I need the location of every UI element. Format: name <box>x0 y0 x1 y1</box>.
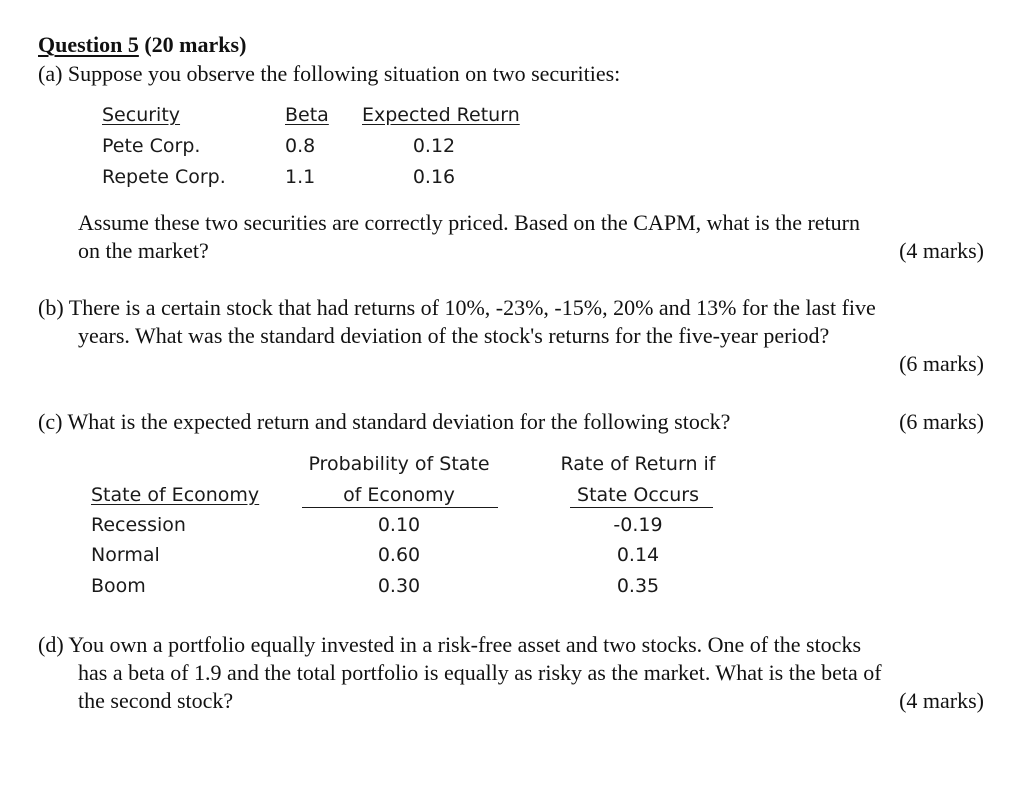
part-a-marks: (4 marks) <box>899 238 984 263</box>
part-a-text-line2: on the market? <box>78 238 209 263</box>
table-cell-beta: 0.8 <box>285 135 316 157</box>
part-d-marks: (4 marks) <box>899 688 984 713</box>
part-b-line1: There is a certain stock that had returns of 10%, -23%, -15%, 20% and 13% for the last five <box>68 295 876 320</box>
part-b-line2: years. What was the standard deviation of the stock's returns for the five-year period? <box>78 323 830 348</box>
part-d-line2: has a beta of 1.9 and the total portfolio is equally as risky as the market. What is the beta of <box>78 660 882 685</box>
table-header-return-line1: Rate of Return if <box>560 453 716 475</box>
table-cell-probability: 0.30 <box>377 575 421 597</box>
part-d-label: (d) <box>38 632 64 657</box>
question-number: Question 5 <box>38 32 139 57</box>
part-a-intro: Suppose you observe the following situation on two securities: <box>67 61 621 86</box>
part-b-marks: (6 marks) <box>899 351 984 376</box>
table-cell-return: 0.35 <box>616 575 660 597</box>
table-cell-probability: 0.10 <box>377 514 421 536</box>
part-d-line3: the second stock? <box>78 688 234 713</box>
table-cell-security: Pete Corp. <box>102 135 201 157</box>
part-c-label: (c) <box>38 409 63 434</box>
table-cell-return: 0.14 <box>616 544 660 566</box>
table-cell-expected-return: 0.12 <box>412 135 456 157</box>
part-c-marks: (6 marks) <box>899 409 984 434</box>
table-header-security: Security <box>102 104 181 126</box>
question-marks: (20 marks) <box>144 32 247 57</box>
part-b-line1-row <box>38 295 876 321</box>
header-underline <box>302 507 498 508</box>
table-header-probability-line2: of Economy <box>343 484 455 506</box>
table-header-beta: Beta <box>285 104 329 126</box>
table-header-probability-line1: Probability of State <box>308 453 490 475</box>
part-a-intro-line <box>38 61 620 87</box>
part-c-line1: What is the expected return and standard deviation for the following stock? <box>67 409 731 434</box>
part-a-text-line1: Assume these two securities are correctly priced. Based on the CAPM, what is the return <box>78 210 861 235</box>
table-cell-return: -0.19 <box>613 514 663 536</box>
part-a-label: (a) <box>38 61 63 86</box>
table-header-state: State of Economy <box>91 484 260 506</box>
header-underline <box>570 507 713 508</box>
part-c-line1-row <box>38 409 730 435</box>
table-cell-beta: 1.1 <box>285 166 316 188</box>
part-b-label: (b) <box>38 295 64 320</box>
table-header-expected-return: Expected Return <box>362 104 520 126</box>
table-cell-probability: 0.60 <box>377 544 421 566</box>
table-cell-state: Boom <box>91 575 146 597</box>
table-cell-state: Normal <box>91 544 160 566</box>
part-d-line1: You own a portfolio equally invested in a risk-free asset and two stocks. One of the stocks <box>68 632 862 657</box>
question-heading <box>38 32 246 58</box>
table-cell-state: Recession <box>91 514 186 536</box>
table-cell-security: Repete Corp. <box>102 166 226 188</box>
part-d-line1-row <box>38 632 861 658</box>
table-cell-expected-return: 0.16 <box>412 166 456 188</box>
table-header-return-line2: State Occurs <box>577 484 699 506</box>
